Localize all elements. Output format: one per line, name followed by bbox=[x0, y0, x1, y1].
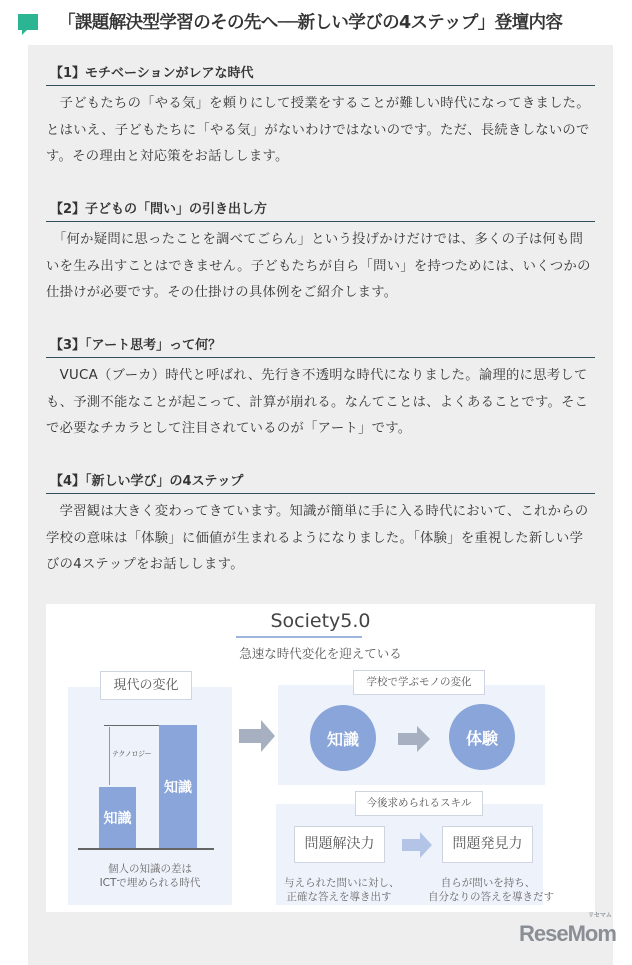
text-line: で必要なチカラとして注目されているのが「アート」です。 bbox=[46, 421, 412, 436]
caption-line: 自らが問いを持ち、 bbox=[440, 877, 536, 889]
finding-caption bbox=[428, 876, 554, 904]
section-heading: 【2】子どもの「問い」の引き出し方 bbox=[46, 198, 595, 222]
problem-finding-box: 問題発見力 bbox=[442, 826, 533, 863]
section-heading: 【1】モチベーションがレアな時代 bbox=[46, 62, 595, 86]
problem-solving-box: 問題解決力 bbox=[294, 826, 385, 863]
section-text bbox=[46, 499, 595, 579]
text-line: 学校の意味は「体験」に価値が生まれるようになりました。「体験」を重視した新しい学 bbox=[46, 530, 584, 546]
article-header bbox=[18, 9, 562, 34]
text-line: 仕掛けが必要です。その仕掛けの具体例をご紹介します。 bbox=[46, 285, 398, 300]
knowledge-bar-tall: 知識 bbox=[159, 725, 197, 848]
caption-line: 正確な答えを導き出す bbox=[286, 891, 392, 903]
text-line: 「何か疑問に思ったことを調べてごらん」という投げかけだけでは、多くの子は何も問 bbox=[46, 232, 584, 247]
figure-subtitle: 急速な時代変化を迎えている bbox=[239, 646, 402, 661]
section-1 bbox=[46, 62, 595, 171]
top-guide-line bbox=[104, 725, 159, 726]
figure-title: Society5.0 bbox=[270, 610, 371, 632]
caption-line: 与えられた問いに対し、 bbox=[284, 877, 400, 889]
section-4 bbox=[46, 470, 595, 579]
section-heading: 【4】「新しい学び」の4ステップ bbox=[46, 470, 595, 494]
caption-line: 自分なりの答えを導きだす bbox=[428, 891, 554, 903]
right-arrow-icon bbox=[398, 726, 430, 752]
section-text bbox=[46, 227, 595, 307]
caption-line: 個人の知識の差は bbox=[108, 863, 192, 875]
solving-caption bbox=[284, 876, 400, 904]
section-text bbox=[46, 91, 595, 171]
text-line: とはいえ、子どもたちに「やる気」がないわけではないのです。ただ、長続きしないので bbox=[46, 122, 590, 138]
section-3 bbox=[46, 334, 595, 443]
header-title: 「課題解決型学習のその先へ──新しい学びの4ステップ」登壇内容 bbox=[58, 13, 563, 33]
technology-gap-arrow-icon bbox=[109, 727, 110, 785]
section-2 bbox=[46, 198, 595, 307]
section-heading: 【3】「アート思考」って何？ bbox=[46, 334, 595, 358]
speech-bubble-icon bbox=[18, 14, 38, 30]
text-line: 子どもたちの「やる気」を頼りにして授業をすることが難しい時代になってきました。 bbox=[46, 96, 590, 111]
technology-label: テクノロジー bbox=[112, 750, 152, 758]
right-top-label: 学校で学ぶモノの変化 bbox=[353, 670, 485, 695]
right-arrow-icon bbox=[402, 832, 432, 858]
text-line: VUCA（ブーカ）時代と呼ばれ、先行き不透明な時代になりました。論理的に思考して bbox=[46, 368, 588, 383]
title-underline bbox=[236, 636, 362, 638]
experience-circle: 体験 bbox=[449, 704, 515, 770]
right-bottom-label: 今後求められるスキル bbox=[355, 791, 483, 816]
text-line: す。その理由と対応策をお話しします。 bbox=[46, 149, 289, 164]
left-panel-label: 現代の変化 bbox=[100, 671, 192, 700]
baseline bbox=[78, 848, 214, 850]
left-caption bbox=[68, 862, 232, 890]
resemom-logo bbox=[519, 913, 616, 946]
society5-figure bbox=[46, 604, 595, 912]
logo-text: ReseMom bbox=[519, 921, 616, 946]
right-arrow-icon bbox=[239, 720, 275, 752]
text-line: びの4ステップをお話しします。 bbox=[46, 557, 244, 572]
text-line: いを生み出すことはできません。子どもたちが自ら「問い」を持つためには、いくつかの bbox=[46, 258, 591, 274]
text-line: も、予測不能なことが起こって、計算が崩れる。なんてことは、よくあることです。そこ bbox=[46, 394, 589, 410]
knowledge-circle: 知識 bbox=[310, 705, 376, 771]
section-text bbox=[46, 363, 595, 443]
text-line: 学習観は大きく変わってきています。知識が簡単に手に入る時代において、これからの bbox=[46, 504, 589, 519]
knowledge-bar-small: 知識 bbox=[99, 787, 136, 848]
caption-line: ICTで埋められる時代 bbox=[99, 877, 201, 889]
logo-subtext: リセマム bbox=[587, 913, 612, 919]
